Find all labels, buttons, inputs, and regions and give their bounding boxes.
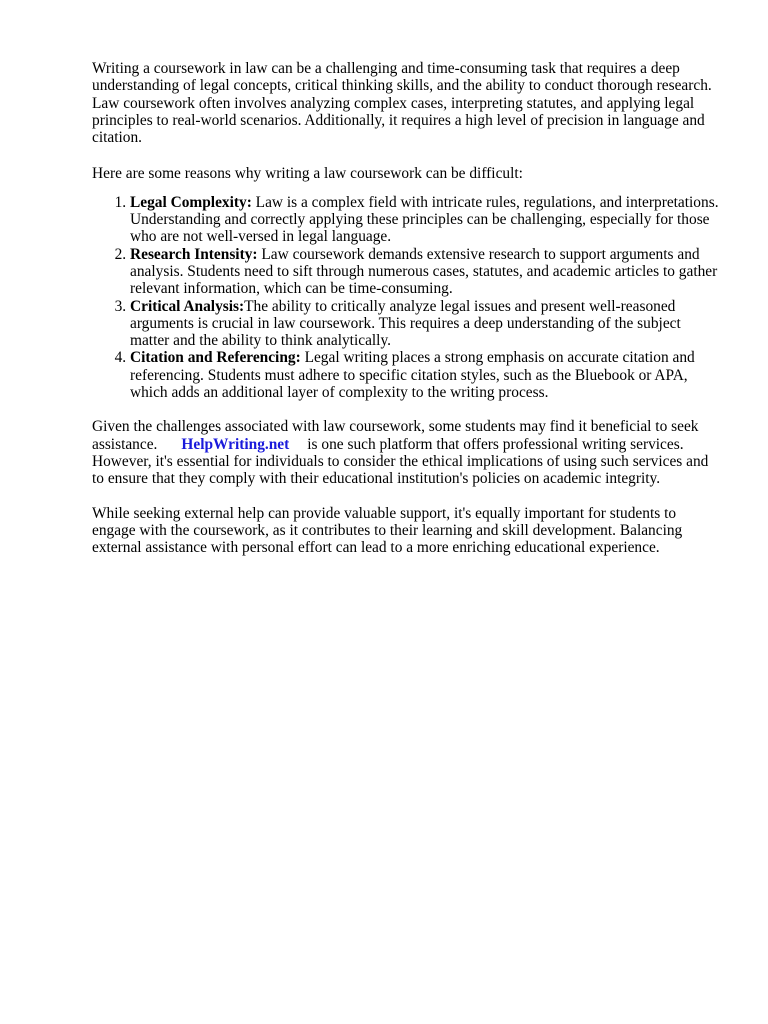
list-item: [130, 194, 722, 246]
reason-text: Law coursework demands extensive research to support arguments and analysis. Students need to sift through numerous cases, statutes, and academic articles to gather relevant information, which can be time-consuming.: [130, 245, 718, 298]
reason-text: Law is a complex field with intricate rules, regulations, and interpretations. Understanding and correctly applying these principles can be challenging, especially for those who are not well-versed in legal language.: [130, 193, 719, 246]
helpwriting-link[interactable]: HelpWriting.net: [181, 435, 290, 453]
intro-paragraph: Writing a coursework in law can be a challenging and time-consuming task that requires a deep understanding of legal concepts, critical thinking skills, and the ability to conduct thorough research. Law coursework often involves analyzing complex cases, interpreting statutes, and applying legal principles to real-world scenarios. Additionally, it requires a high level of precision in language and citation.: [92, 60, 712, 147]
list-item: [130, 298, 722, 350]
reason-term: Citation and Referencing:: [130, 349, 301, 367]
reason-term: Critical Analysis:: [130, 297, 245, 315]
reason-text: Legal writing places a strong emphasis on accurate citation and referencing. Students must adhere to specific citation styles, such as the Bluebook or APA, which adds an additional layer of complexity to the writing process.: [130, 349, 695, 402]
closing-paragraph: While seeking external help can provide valuable support, it's equally important for students to engage with the coursework, as it contributes to their learning and skill development. Balancing external assistance with personal effort can lead to a more enriching educational experience.: [92, 504, 683, 557]
reason-term: Research Intensity:: [130, 245, 258, 263]
reason-term: Legal Complexity:: [130, 193, 252, 211]
reasons-lead-paragraph: Here are some reasons why writing a law coursework can be difficult:: [92, 165, 523, 183]
list-item: [130, 246, 722, 298]
assistance-text-after: is one such platform that offers professional writing services. However, it's essential for individuals to consider the ethical implications of using such services and to ensure that they comply with their educational institution's policies on academic integrity.: [92, 435, 709, 488]
list-item: [130, 349, 722, 401]
reason-text: The ability to critically analyze legal issues and present well-reasoned arguments is crucial in law coursework. This requires a deep understanding of the subject matter and the ability to think analytically.: [130, 297, 681, 350]
document-page: [92, 60, 722, 556]
assistance-paragraph: [92, 418, 722, 487]
assistance-text-before: Given the challenges associated with law coursework, some students may find it beneficial to seek assistance.: [92, 418, 699, 453]
reasons-list: [92, 194, 722, 402]
